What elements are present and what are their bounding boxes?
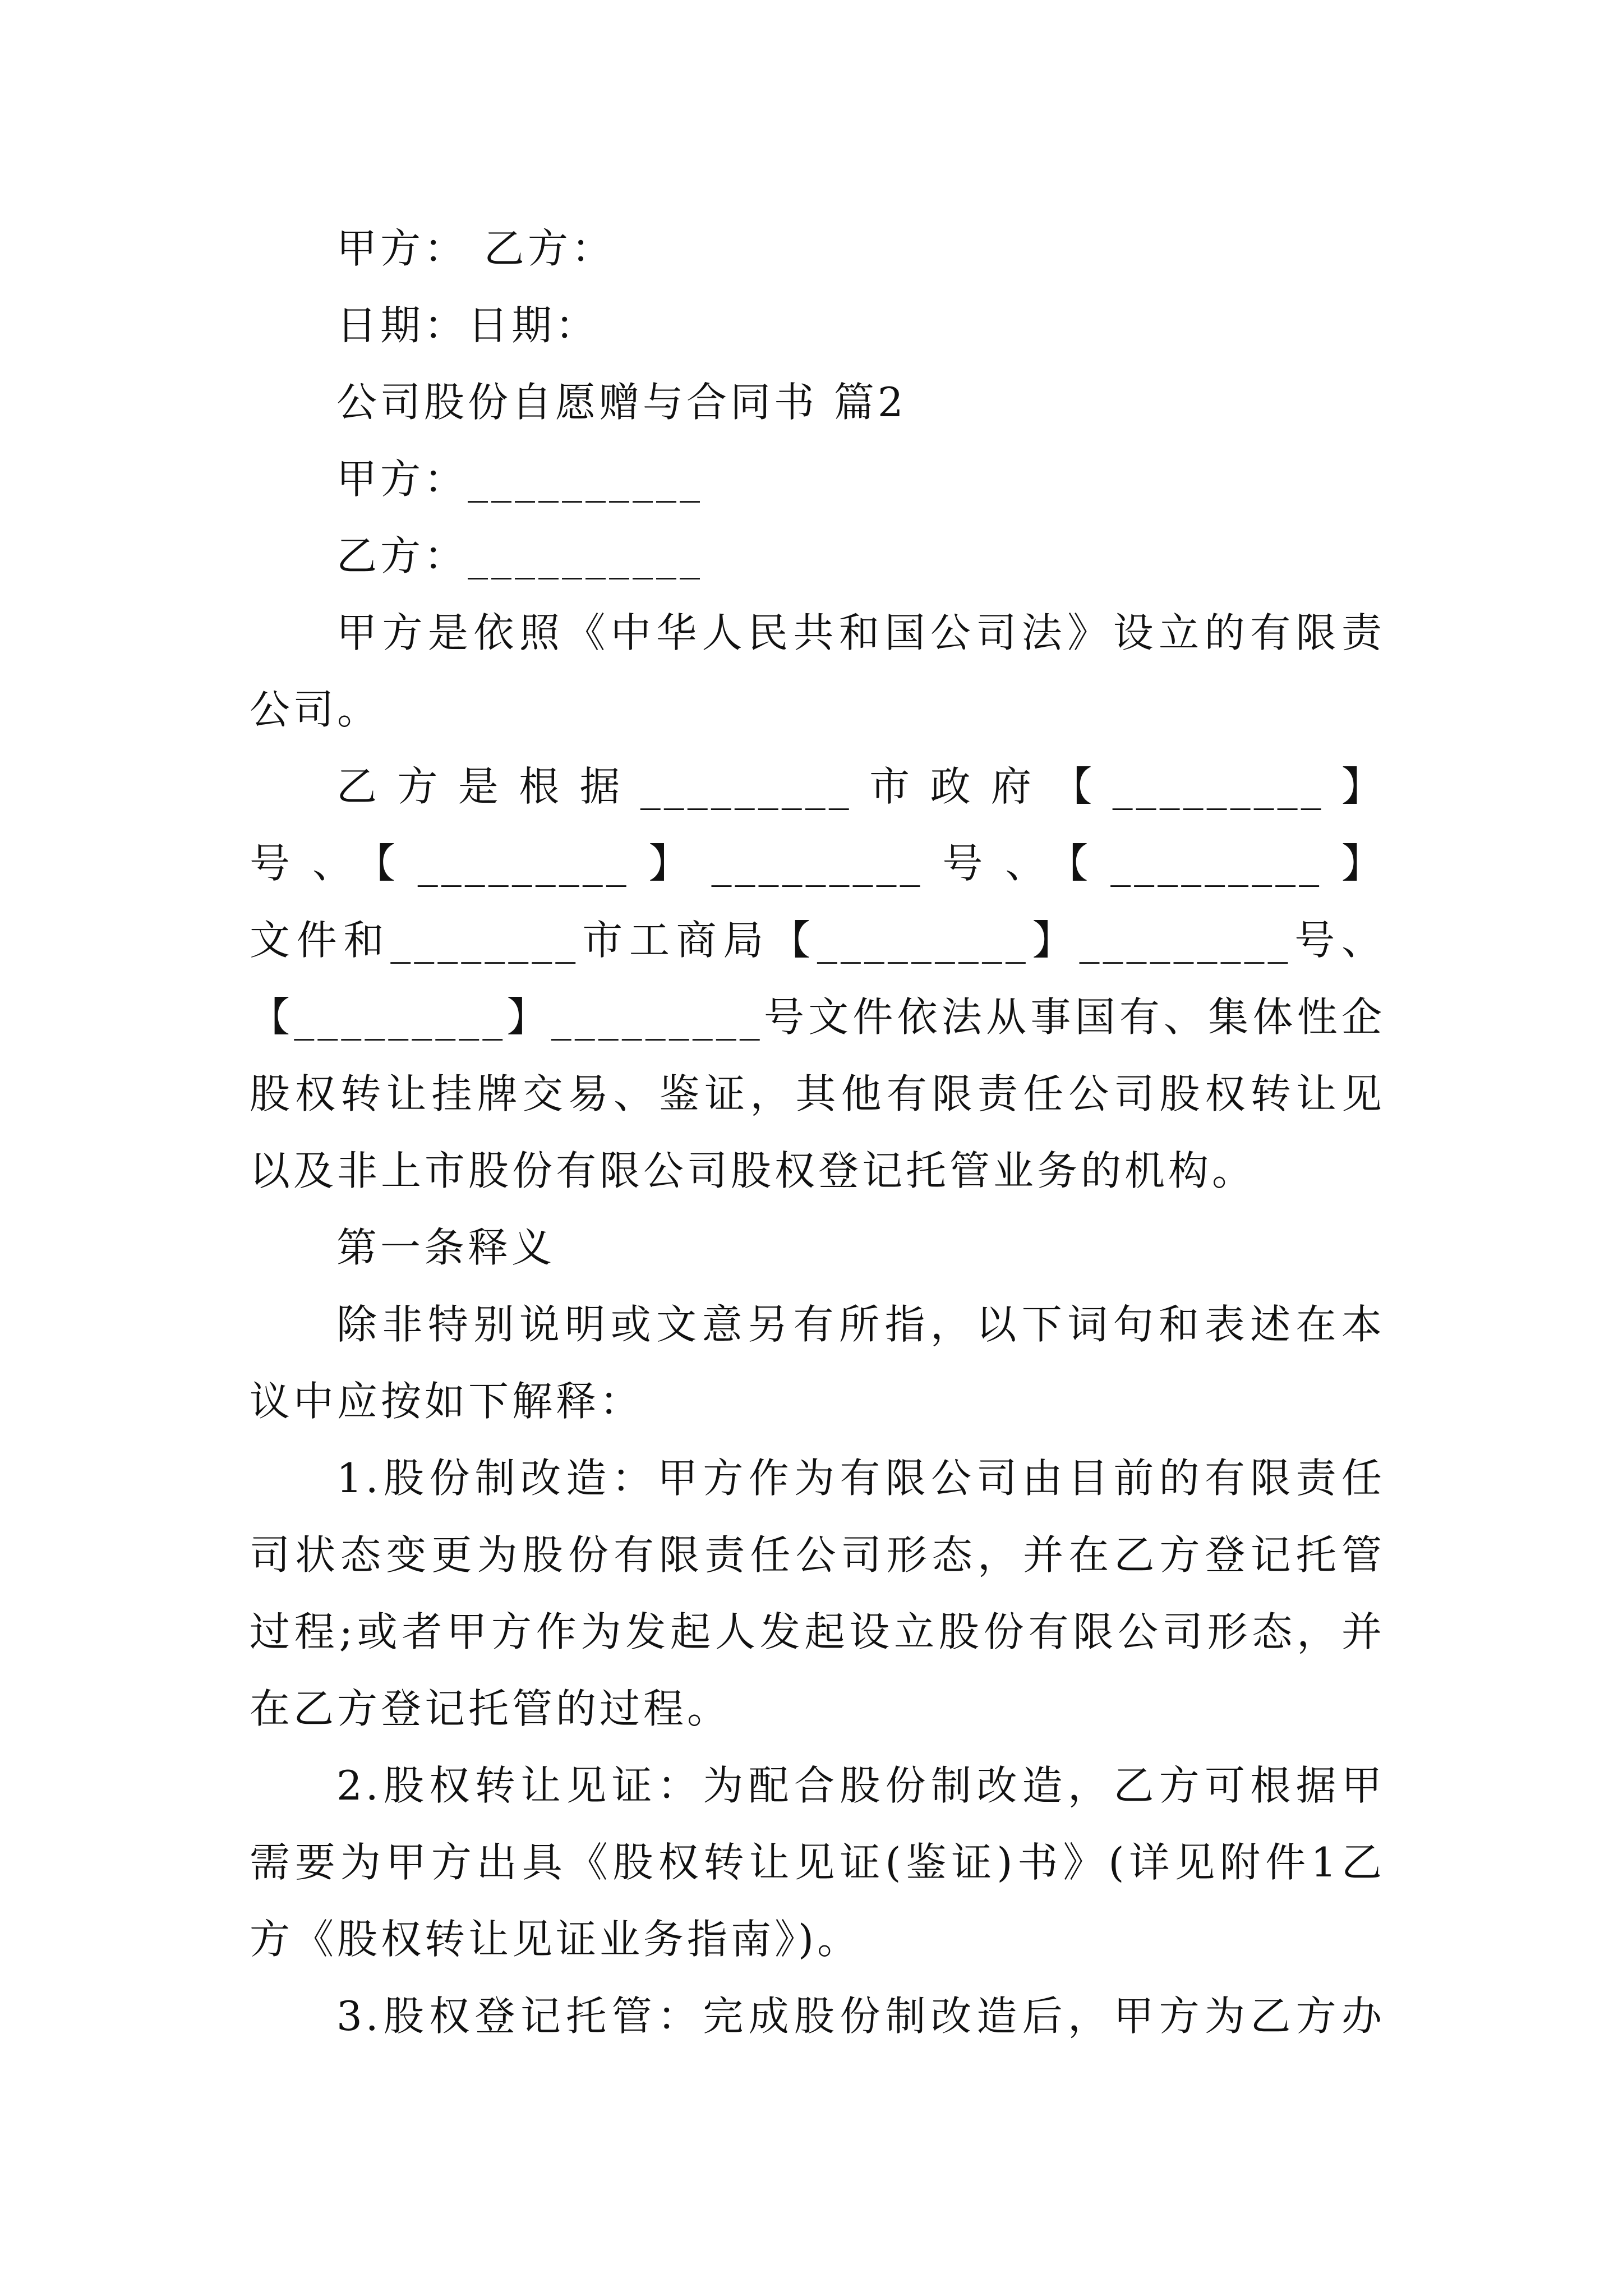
paragraph-line: 【_________】_________号文件依法从事国有、集体性企 (250, 993, 1385, 1041)
paragraph-line: 文件和________市工商局【_________】_________号、 (250, 917, 1385, 964)
party-b-line: 乙方：__________ (336, 532, 704, 579)
paragraph-line: 需要为甲方出具《股权转让见证(鉴证)书》(详见附件1乙 (250, 1839, 1385, 1886)
paragraph-line: 以及非上市股份有限公司股权登记托管业务的机构。 (250, 1147, 1256, 1194)
paragraph-line: 除非特别说明或文意另有所指，以下词句和表述在本 (336, 1301, 1385, 1348)
paragraph-line: 司状态变更为股份有限责任公司形态，并在乙方登记托管 (250, 1531, 1385, 1579)
paragraph-line: 方《股权转让见证业务指南》)。 (250, 1916, 861, 1963)
signature-line-parties: 甲方： 乙方： (336, 225, 615, 272)
signature-line-dates: 日期：日期： (336, 302, 600, 349)
paragraph-line: 议中应按如下解释： (250, 1378, 644, 1425)
paragraph-line: 1.股份制改造：甲方作为有限公司由目前的有限责任 (336, 1455, 1385, 1502)
section-heading: 公司股份自愿赠与合同书 篇2 (336, 379, 907, 426)
paragraph-line: 乙方是根据_________市政府【_________】 (336, 763, 1385, 810)
paragraph-line: 股权转让挂牌交易、鉴证，其他有限责任公司股权转让见 (250, 1070, 1385, 1117)
paragraph-line: 甲方是依照《中华人民共和国公司法》设立的有限责 (336, 609, 1385, 656)
paragraph-line: 3.股权登记托管：完成股份制改造后，甲方为乙方办 (336, 1993, 1385, 2040)
paragraph-line: 过程;或者甲方作为发起人发起设立股份有限公司形态，并 (250, 1608, 1385, 1655)
article-heading: 第一条释义 (336, 1224, 556, 1271)
paragraph-line: 在乙方登记托管的过程。 (250, 1685, 731, 1732)
paragraph-line: 2.股权转让见证：为配合股份制改造，乙方可根据甲 (336, 1762, 1385, 1809)
paragraph-line: 公司。 (250, 686, 381, 733)
document-body (250, 210, 1385, 2055)
party-a-line: 甲方：__________ (336, 455, 704, 503)
paragraph-line: 号、【_________】_________号、【_________】 (250, 840, 1385, 887)
